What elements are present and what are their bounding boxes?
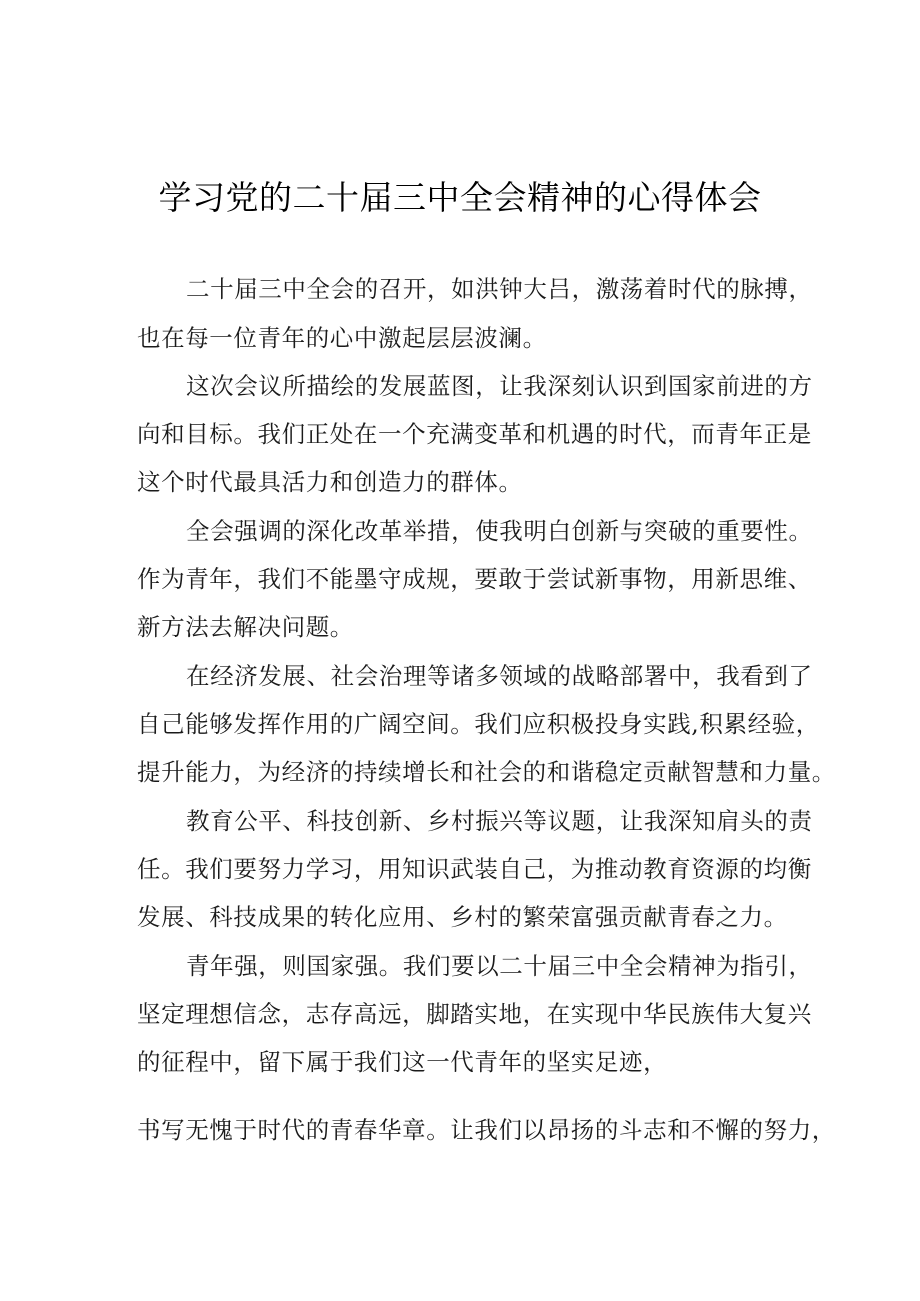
paragraph-line: 坚定理想信念，志存高远，脚踏实地，在实现中华民族伟大复兴 [137, 1000, 812, 1028]
paragraph-line: 自己能够发挥作用的广阔空间。我们应积极投身实践,积累经验， [137, 710, 820, 738]
paragraph-line: 新方法去解决问题。 [137, 613, 354, 641]
paragraph-line: 这次会议所描绘的发展蓝图，让我深刻认识到国家前进的方 [186, 372, 813, 400]
paragraph-line: 书写无愧于时代的青春华章。让我们以昂扬的斗志和不懈的努力， [137, 1116, 836, 1144]
paragraph-line: 的征程中，留下属于我们这一代青年的坚实足迹， [137, 1048, 668, 1076]
paragraph-line: 提升能力，为经济的持续增长和社会的和谐稳定贡献智慧和力量。 [137, 758, 836, 786]
paragraph-line: 二十届三中全会的召开，如洪钟大吕，激荡着时代的脉搏， [186, 275, 813, 303]
paragraph-line: 任。我们要努力学习，用知识武装自己，为推动教育资源的均衡 [137, 855, 812, 883]
paragraph-line: 教育公平、科技创新、乡村振兴等议题，让我深知肩头的责 [186, 807, 813, 835]
paragraph-line: 青年强，则国家强。我们要以二十届三中全会精神为指引， [186, 952, 813, 980]
document-title: 学习党的二十届三中全会精神的心得体会 [158, 178, 762, 217]
paragraph-line: 发展、科技成果的转化应用、乡村的繁荣富强贡献青春之力。 [137, 903, 788, 931]
paragraph-line: 向和目标。我们正处在一个充满变革和机遇的时代，而青年正是 [137, 420, 812, 448]
paragraph-line: 全会强调的深化改革举措，使我明白创新与突破的重要性。 [186, 517, 813, 545]
paragraph-line: 这个时代最具活力和创造力的群体。 [137, 468, 523, 496]
paragraph-line: 在经济发展、社会治理等诸多领域的战略部署中，我看到了 [186, 662, 813, 690]
paragraph-line: 作为青年，我们不能墨守成规，要敢于尝试新事物，用新思维、 [137, 565, 812, 593]
paragraph-line: 也在每一位青年的心中激起层层波澜。 [137, 324, 547, 352]
